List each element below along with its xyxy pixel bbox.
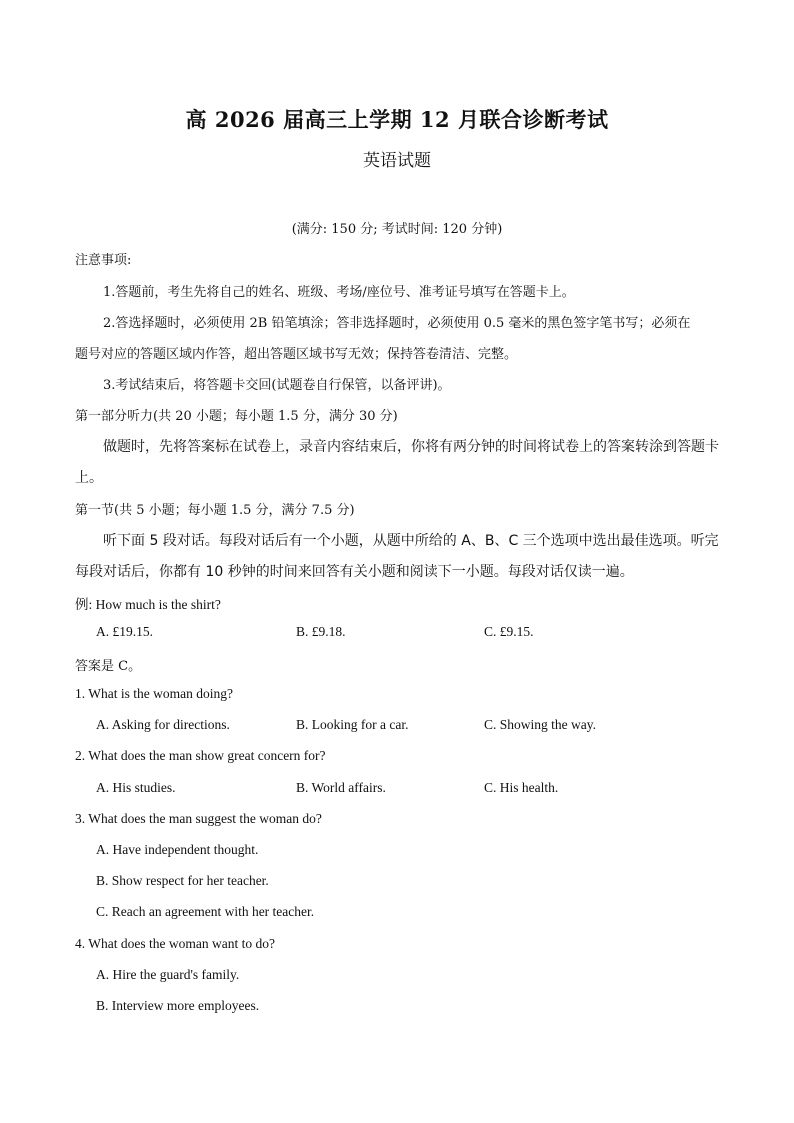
exam-info: (满分: 150 分; 考试时间: 120 分钟) [291,222,503,237]
question-1-option-b: B. Looking for a car. [296,717,409,732]
page-title: 高 2026 届高三上学期 12 月联合诊断考试 [185,107,609,132]
example-option-c: C. £9.15. [484,624,534,639]
question-3-option-b: B. Show respect for her teacher. [96,873,269,888]
question-3-option-a: A. Have independent thought. [96,842,259,857]
example-option-a: A. £19.15. [96,624,153,639]
notice-item-2: 2.答选择题时，必须使用 2B 铅笔填涂；答非选择题时，必须使用 0.5 毫米的黑色签字笔书写；必须在 [103,316,691,331]
notice-item-2-cont: 题号对应的答题区域内作答，超出答题区域书写无效；保持答卷清洁、完整。 [75,347,518,362]
notice-item-3: 3.考试结束后，将答题卡交回(试题卷自行保管，以备评讲)。 [103,378,451,393]
section1-heading: 第一节(共 5 小题；每小题 1.5 分，满分 7.5 分) [75,503,355,518]
example-answer: 答案是 C。 [75,659,142,674]
question-3-stem: 3. What does the man suggest the woman do? [75,811,322,826]
question-4-option-b: B. Interview more employees. [96,998,260,1013]
question-1-option-c: C. Showing the way. [484,717,596,732]
question-2-option-b: B. World affairs. [296,780,386,795]
notice-item-1: 1.答题前，考生先将自己的姓名、班级、考场/座位号、准考证号填写在答题卡上。 [103,285,575,300]
part1-intro: 做题时，先将答案标在试卷上，录音内容结束后，你将有两分钟的时间将试卷上的答案转涂到答题卡 [103,439,719,455]
question-2-stem: 2. What does the man show great concern for? [75,748,326,763]
part1-intro-cont: 上。 [75,470,103,486]
section1-intro-cont: 每段对话后，你都有 10 秒钟的时间来回答有关小题和阅读下一小题。每段对话仅读一遍。 [75,564,634,580]
question-2-option-c: C. His health. [484,780,559,795]
part1-heading: 第一部分听力(共 20 小题；每小题 1.5 分，满分 30 分) [75,409,398,424]
example-question: 例: How much is the shirt? [75,597,221,612]
question-3-option-c: C. Reach an agreement with her teacher. [96,904,315,919]
section1-intro: 听下面 5 段对话。每段对话后有一个小题，从题中所给的 A、B、C 三个选项中选出最佳选项。听完 [103,533,719,549]
question-2-option-a: A. His studies. [96,780,176,795]
question-4-stem: 4. What does the woman want to do? [75,936,275,951]
notice-heading: 注意事项: [75,253,132,268]
example-option-b: B. £9.18. [296,624,346,639]
question-4-option-a: A. Hire the guard's family. [96,967,240,982]
page-subtitle: 英语试题 [363,151,431,171]
question-1-stem: 1. What is the woman doing? [75,686,233,701]
question-1-option-a: A. Asking for directions. [96,717,230,732]
